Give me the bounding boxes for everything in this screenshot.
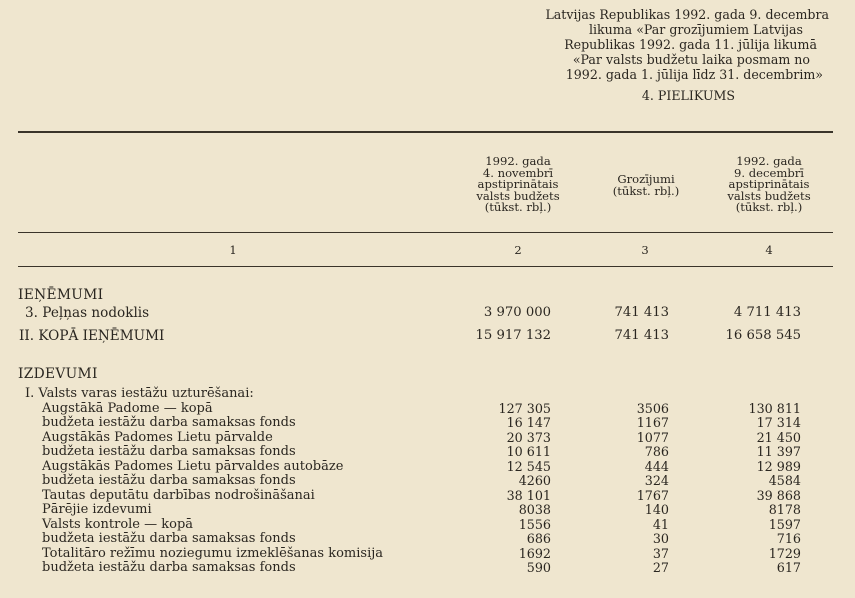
cell-col3: 444: [644, 459, 669, 474]
cell-col2: 1556: [518, 517, 551, 532]
table-row: [0, 416, 855, 430]
table-row: [0, 503, 855, 517]
cell-col4: 130 811: [748, 401, 801, 416]
column-number-3: 3: [641, 243, 649, 257]
cell-col2: 3 970 000: [483, 305, 551, 320]
table-top-rule: [18, 131, 833, 133]
table-row: [0, 431, 855, 445]
cell-col2: 20 373: [506, 430, 551, 445]
cell-col3: 140: [644, 502, 669, 517]
cell-col2: 686: [526, 531, 551, 546]
cell-col3: 1077: [636, 430, 669, 445]
table-row: [0, 547, 855, 561]
cell-col4: 21 450: [756, 430, 801, 445]
table-row: [0, 561, 855, 575]
cell-col4: 716: [776, 531, 801, 546]
cell-col2: 4260: [518, 473, 551, 488]
col3-line: Grozījumi: [617, 172, 675, 186]
row-label: 3. Peļņas nodoklis: [25, 305, 150, 321]
cell-col3: 741 413: [614, 328, 669, 343]
table-header-rule: [18, 232, 833, 233]
table-row: [0, 402, 855, 416]
cell-col4: 12 989: [756, 459, 801, 474]
row-label: Valsts kontrole — kopā: [42, 517, 194, 532]
table-row: [0, 518, 855, 532]
row-label: budžeta iestāžu darba samaksas fonds: [42, 531, 296, 546]
cell-col4: 617: [776, 560, 801, 575]
header-line-2: likuma «Par grozījumiem Latvijas: [588, 22, 803, 37]
row-label: budžeta iestāžu darba samaksas fonds: [42, 473, 296, 488]
cell-col2: 590: [526, 560, 551, 575]
column-heading-2: [468, 156, 568, 214]
cell-col4: 11 397: [756, 444, 801, 459]
header-line-5: 1992. gada 1. jūlija līdz 31. decembrim»: [565, 67, 823, 82]
table-row: [0, 460, 855, 474]
header-line-1: Latvijas Republikas 1992. gada 9. decembra: [545, 7, 829, 22]
column-heading-4: [719, 156, 819, 214]
cell-col2: 10 611: [506, 444, 551, 459]
table-row: [0, 532, 855, 546]
cell-col3: 37: [652, 546, 669, 561]
row-label: Augstākās Padomes Lietu pārvaldes autobāze: [42, 459, 344, 474]
cell-col2: 1692: [518, 546, 551, 561]
col4-line: valsts budžets: [727, 188, 811, 203]
annex-label: 4. PIELIKUMS: [641, 88, 735, 103]
group-label: I. Valsts varas iestāžu uzturēšanai:: [25, 386, 254, 401]
row-label: Augstākā Padome — kopā: [42, 401, 213, 416]
income-section-title: IEŅĒMUMI: [18, 287, 104, 303]
cell-col3: 41: [652, 517, 669, 532]
col4-line: 1992. gada: [736, 154, 802, 168]
col2-line: apstiprinātais: [477, 177, 559, 192]
cell-col4: 4 711 413: [733, 305, 801, 320]
cell-col4: 39 868: [756, 488, 801, 503]
cell-col2: 8038: [518, 502, 551, 517]
row-label: budžeta iestāžu darba samaksas fonds: [42, 444, 296, 459]
col4-line: apstiprinātais: [728, 177, 810, 192]
table-row: [0, 489, 855, 503]
col2-line: valsts budžets: [476, 188, 560, 203]
table-row: [0, 329, 855, 343]
row-label: Tautas deputātu darbības nodrošināšanai: [42, 488, 315, 503]
cell-col4: 17 314: [756, 415, 801, 430]
cell-col4: 8178: [768, 502, 801, 517]
col4-line: (tūkst. rbļ.): [735, 200, 803, 215]
cell-col3: 27: [652, 560, 669, 575]
cell-col3: 324: [644, 473, 669, 488]
row-label: Totalitāro režīmu noziegumu izmeklēšanas komisija: [42, 546, 384, 561]
col4-line: 9. decembrī: [733, 165, 805, 180]
col3-line: (tūkst. rbļ.): [612, 183, 680, 198]
column-number-2: 2: [514, 243, 522, 257]
cell-col3: 741 413: [614, 305, 669, 320]
table-row: [0, 474, 855, 488]
expenses-section-title: IZDEVUMI: [18, 366, 98, 382]
row-label: budžeta iestāžu darba samaksas fonds: [42, 415, 296, 430]
row-label: Pārējie izdevumi: [42, 502, 152, 517]
cell-col3: 1767: [636, 488, 669, 503]
table-row: [0, 445, 855, 459]
cell-col3: 1167: [636, 415, 669, 430]
column-number-4: 4: [765, 243, 773, 257]
cell-col2: 38 101: [506, 488, 551, 503]
column-heading-3: [596, 174, 696, 197]
cell-col3: 786: [644, 444, 669, 459]
table-numbers-rule: [18, 266, 833, 267]
cell-col2: 15 917 132: [475, 328, 551, 343]
group-row: [0, 387, 855, 401]
cell-col4: 4584: [768, 473, 801, 488]
cell-col2: 16 147: [506, 415, 551, 430]
row-label: II. KOPĀ IEŅĒMUMI: [19, 328, 165, 344]
table-row: [0, 306, 855, 320]
cell-col4: 16 658 545: [725, 328, 801, 343]
header-line-3: Republikas 1992. gada 11. jūlija likumā: [564, 37, 817, 52]
col2-line: 4. novembrī: [482, 165, 554, 180]
cell-col4: 1729: [768, 546, 801, 561]
row-label: budžeta iestāžu darba samaksas fonds: [42, 560, 296, 575]
cell-col2: 12 545: [506, 459, 551, 474]
column-number-1: 1: [229, 243, 237, 257]
col2-line: (tūkst. rbļ.): [484, 200, 552, 215]
header-line-4: «Par valsts budžetu laika posmam no: [572, 52, 810, 67]
cell-col2: 127 305: [498, 401, 551, 416]
cell-col3: 30: [652, 531, 669, 546]
col2-line: 1992. gada: [485, 154, 551, 168]
cell-col4: 1597: [768, 517, 801, 532]
cell-col3: 3506: [636, 401, 669, 416]
row-label: Augstākās Padomes Lietu pārvalde: [42, 430, 273, 445]
